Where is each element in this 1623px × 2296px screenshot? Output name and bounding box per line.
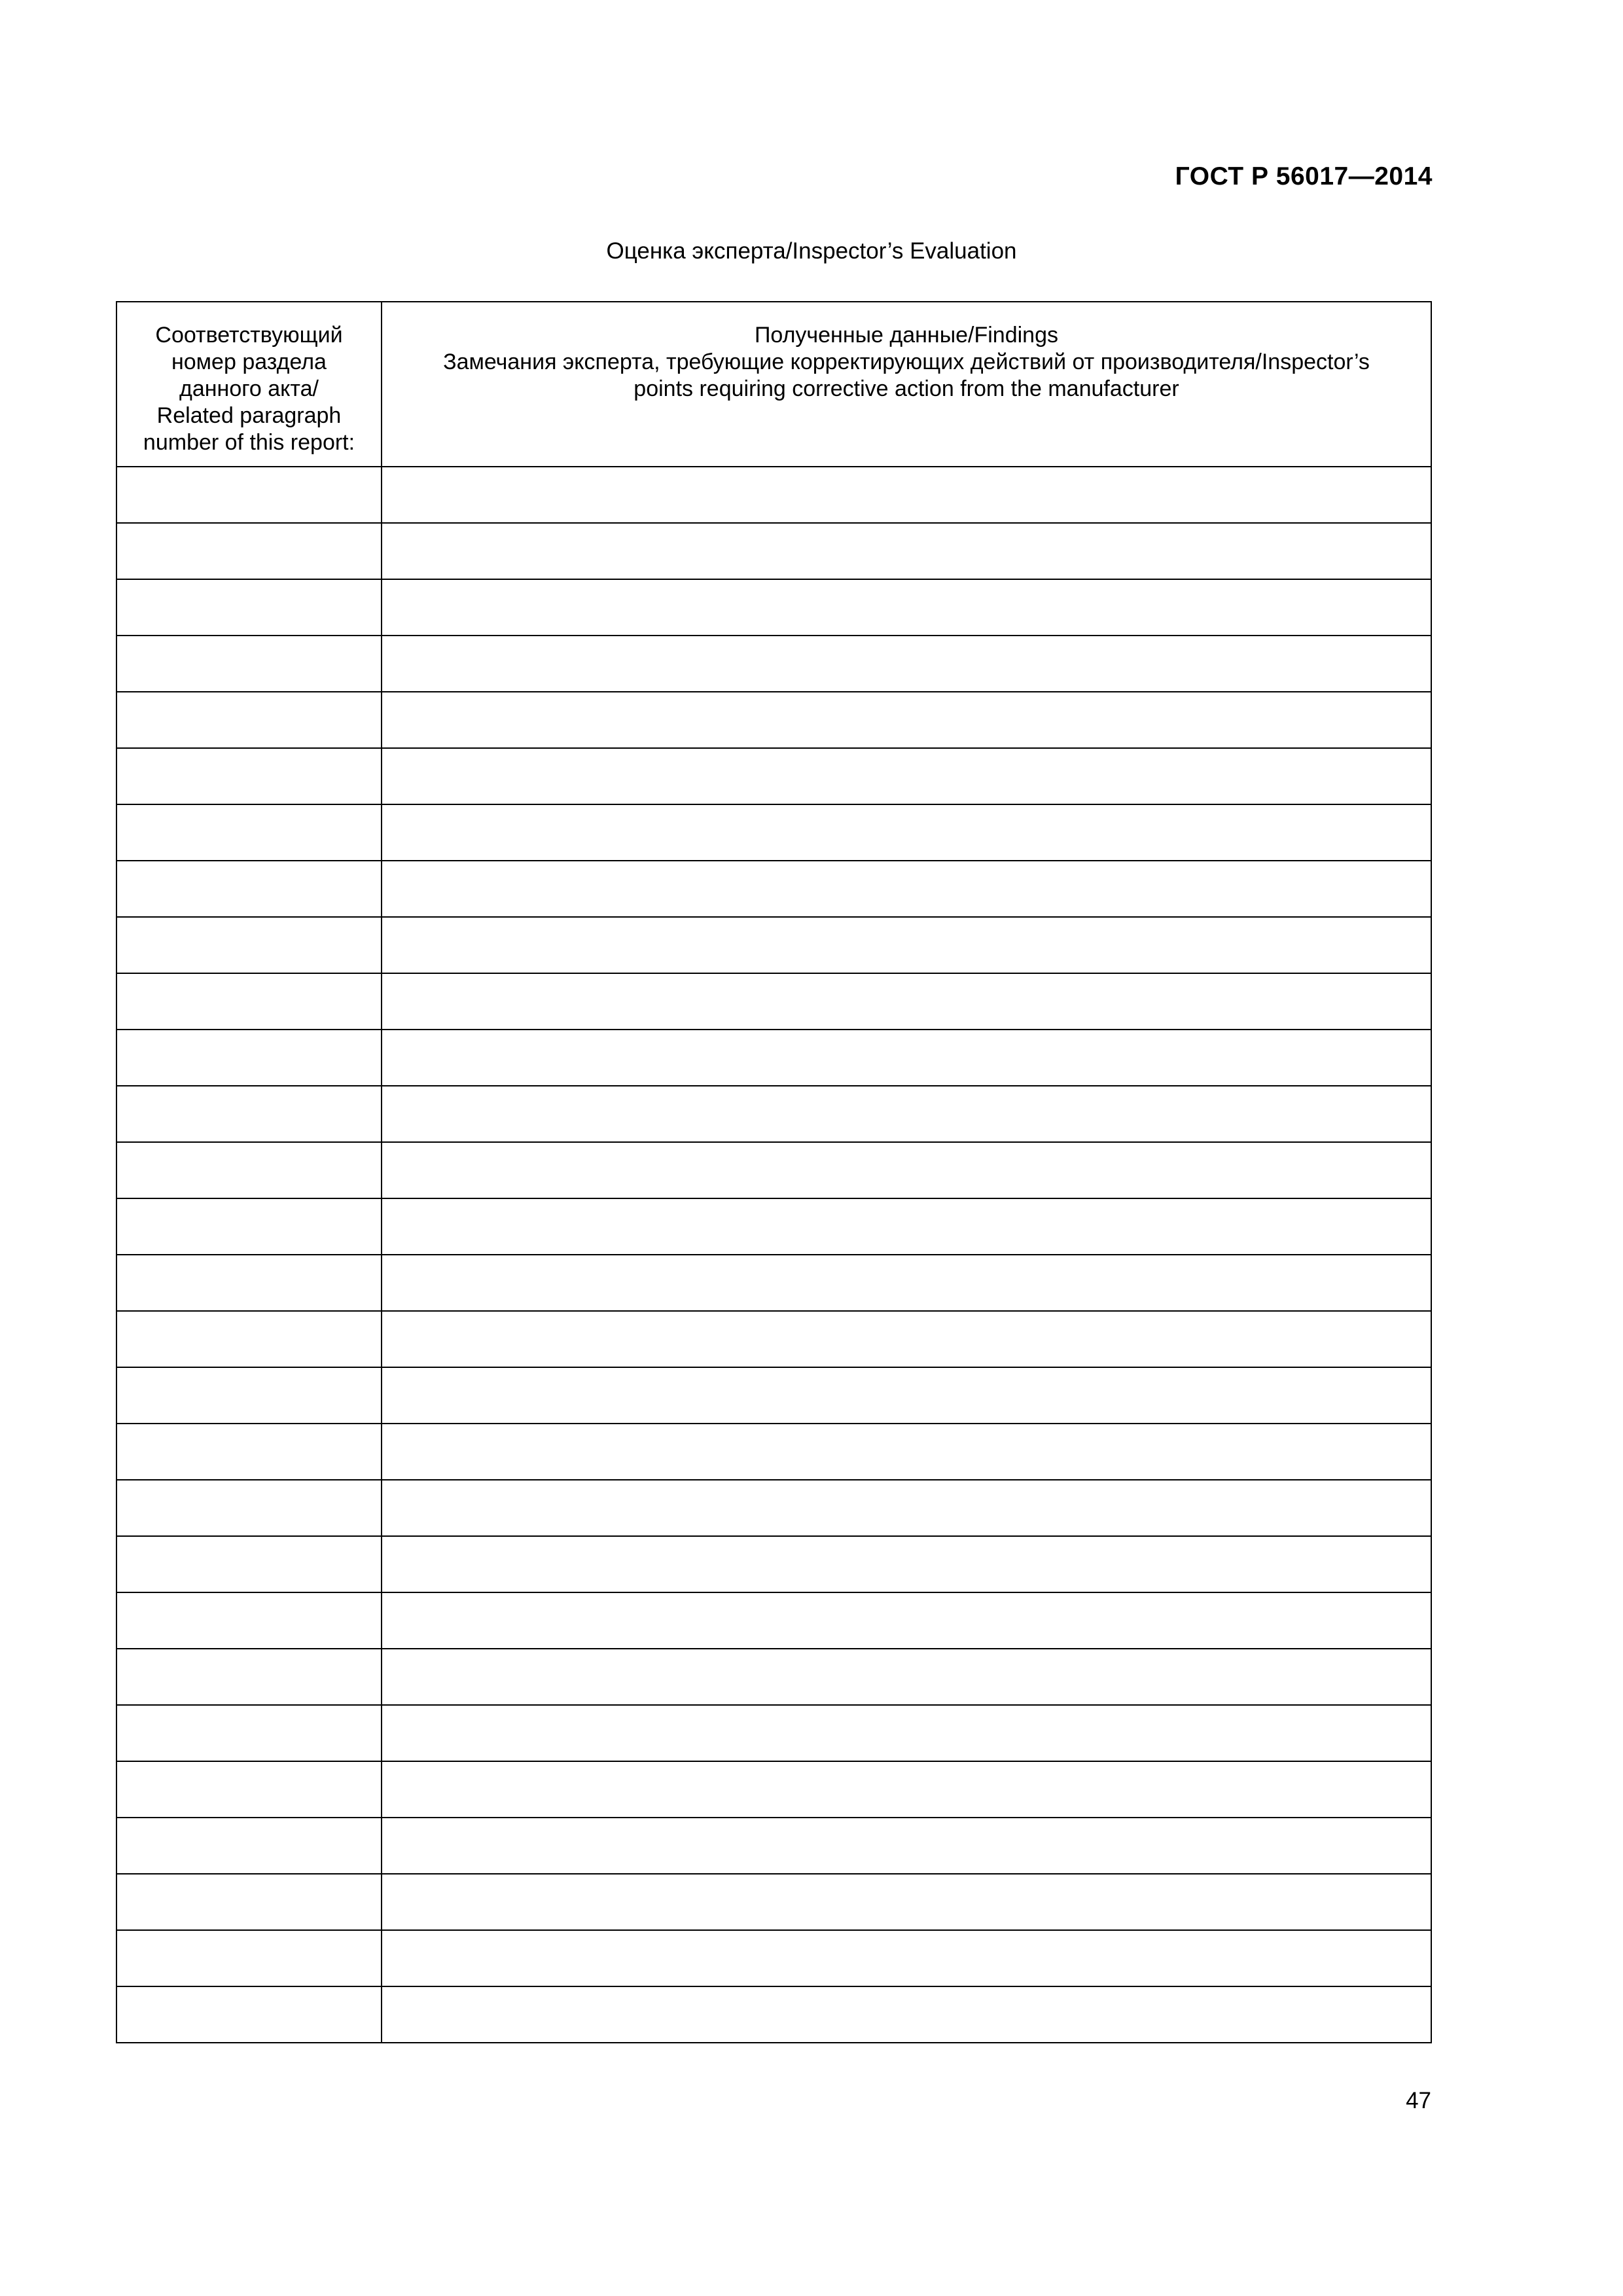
- findings-cell: [382, 1592, 1431, 1649]
- findings-cell: [382, 1424, 1431, 1480]
- table-row: [116, 748, 1431, 804]
- findings-cell: [382, 636, 1431, 692]
- paragraph-number-cell: [116, 1705, 382, 1761]
- findings-cell: [382, 748, 1431, 804]
- paragraph-number-cell: [116, 1874, 382, 1930]
- evaluation-table: [116, 301, 1432, 2043]
- table-row: [116, 1311, 1431, 1367]
- table-row: [116, 1761, 1431, 1818]
- findings-cell: [382, 1874, 1431, 1930]
- findings-cell: [382, 1761, 1431, 1818]
- findings-cell: [382, 692, 1431, 748]
- paragraph-number-cell: [116, 1424, 382, 1480]
- findings-cell: [382, 917, 1431, 973]
- paragraph-number-cell: [116, 692, 382, 748]
- paragraph-number-cell: [116, 467, 382, 523]
- findings-cell: [382, 1536, 1431, 1592]
- findings-cell: [382, 1142, 1431, 1198]
- header-line: данного акта/: [179, 376, 319, 401]
- table-row: [116, 467, 1431, 523]
- findings-cell: [382, 1818, 1431, 1874]
- table-row: [116, 1874, 1431, 1930]
- table-row: [116, 1592, 1431, 1649]
- paragraph-number-cell: [116, 1930, 382, 1986]
- table-row: [116, 1367, 1431, 1424]
- table-row: [116, 1818, 1431, 1874]
- paragraph-number-cell: [116, 917, 382, 973]
- table-row: [116, 917, 1431, 973]
- findings-cell: [382, 1255, 1431, 1311]
- paragraph-number-cell: [116, 579, 382, 636]
- header-line: Related paragraph: [156, 403, 342, 428]
- table-row: [116, 1142, 1431, 1198]
- paragraph-number-cell: [116, 1649, 382, 1705]
- table-row: [116, 1424, 1431, 1480]
- table-row: [116, 1480, 1431, 1536]
- findings-cell: [382, 1311, 1431, 1367]
- findings-cell: [382, 1198, 1431, 1255]
- paragraph-number-cell: [116, 1592, 382, 1649]
- paragraph-number-cell: [116, 1761, 382, 1818]
- paragraph-number-cell: [116, 1255, 382, 1311]
- header-line: Замечания эксперта, требующие корректирующих действий от производителя/Inspector’s: [443, 350, 1370, 374]
- document-code: ГОСТ Р 56017—2014: [1175, 162, 1433, 190]
- table-caption: Оценка эксперта/Inspector’s Evaluation: [606, 238, 1017, 264]
- paragraph-number-cell: [116, 1030, 382, 1086]
- findings-cell: [382, 1367, 1431, 1424]
- paragraph-number-cell: [116, 523, 382, 579]
- findings-cell: [382, 861, 1431, 917]
- table-row: [116, 523, 1431, 579]
- table-row: [116, 1649, 1431, 1705]
- findings-cell: [382, 1705, 1431, 1761]
- header-line: number of this report:: [143, 430, 355, 455]
- paragraph-number-cell: [116, 1480, 382, 1536]
- paragraph-number-cell: [116, 861, 382, 917]
- paragraph-number-cell: [116, 1818, 382, 1874]
- table-row: [116, 1986, 1431, 2043]
- findings-cell: [382, 973, 1431, 1030]
- findings-cell: [382, 1649, 1431, 1705]
- findings-cell: [382, 1986, 1431, 2043]
- table-row: [116, 1705, 1431, 1761]
- paragraph-number-cell: [116, 636, 382, 692]
- paragraph-number-cell: [116, 748, 382, 804]
- table-header-row: [116, 302, 1431, 467]
- findings-cell: [382, 1930, 1431, 1986]
- table-row: [116, 1536, 1431, 1592]
- table-row: [116, 692, 1431, 748]
- findings-cell: [382, 579, 1431, 636]
- findings-cell: [382, 804, 1431, 861]
- paragraph-number-cell: [116, 1086, 382, 1142]
- table-row: [116, 1086, 1431, 1142]
- table-row: [116, 1930, 1431, 1986]
- header-line: Полученные данные/Findings: [754, 323, 1058, 348]
- findings-cell: [382, 523, 1431, 579]
- findings-cell: [382, 467, 1431, 523]
- paragraph-number-cell: [116, 1198, 382, 1255]
- paragraph-number-cell: [116, 1311, 382, 1367]
- table-body: [116, 467, 1431, 2043]
- table-row: [116, 636, 1431, 692]
- page-number: 47: [1406, 2088, 1431, 2113]
- header-line: номер раздела: [171, 350, 327, 374]
- table-row: [116, 1198, 1431, 1255]
- table-row: [116, 973, 1431, 1030]
- findings-cell: [382, 1086, 1431, 1142]
- table-row: [116, 804, 1431, 861]
- table-row: [116, 861, 1431, 917]
- paragraph-number-cell: [116, 973, 382, 1030]
- findings-cell: [382, 1480, 1431, 1536]
- findings-header: [382, 302, 1431, 467]
- table-row: [116, 579, 1431, 636]
- header-line: Соответствующий: [155, 323, 343, 348]
- paragraph-number-cell: [116, 1142, 382, 1198]
- paragraph-number-cell: [116, 1986, 382, 2043]
- paragraph-number-cell: [116, 1536, 382, 1592]
- table-row: [116, 1030, 1431, 1086]
- table-row: [116, 1255, 1431, 1311]
- paragraph-number-cell: [116, 804, 382, 861]
- paragraph-number-header: [116, 302, 382, 467]
- findings-cell: [382, 1030, 1431, 1086]
- paragraph-number-cell: [116, 1367, 382, 1424]
- header-line: points requiring corrective action from the manufacturer: [633, 376, 1179, 401]
